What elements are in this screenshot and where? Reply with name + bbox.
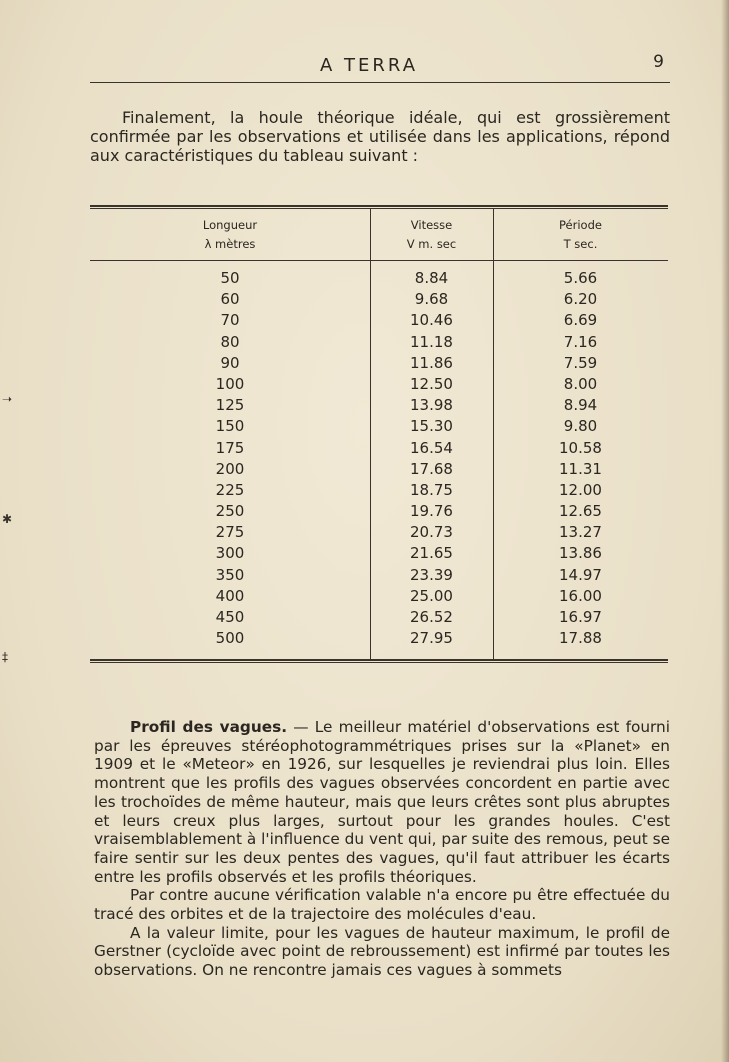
page-edge-shadow xyxy=(721,0,729,1062)
column-header-line: Vitesse xyxy=(410,218,453,232)
column-cells xyxy=(493,268,668,649)
table-cell: 6.69 xyxy=(563,311,598,330)
column-header-line: Période xyxy=(559,218,602,232)
column-header-line: T sec. xyxy=(563,237,598,251)
table-cell: 7.59 xyxy=(563,353,598,372)
table-cell: 8.00 xyxy=(563,374,598,393)
table-cell: 9.68 xyxy=(414,290,449,309)
table-cell: 11.86 xyxy=(410,353,453,372)
table-cell: 13.86 xyxy=(559,544,602,563)
table-cell: 175 xyxy=(215,438,245,457)
paragraph-text: Par contre aucune vérification valable n'a encore pu être effectuée du tracé des orbites et de la trajectoire des molécules d'eau. xyxy=(94,886,670,924)
table-cell: 23.39 xyxy=(410,565,453,584)
margin-mark: ‡ xyxy=(2,650,8,664)
column-header-line: Longueur xyxy=(202,218,258,232)
column-header-line: V m. sec xyxy=(406,237,457,251)
table-cell: 6.20 xyxy=(563,290,598,309)
table-cell: 26.52 xyxy=(410,608,453,626)
table-cell: 8.94 xyxy=(563,396,598,415)
column-periode xyxy=(493,200,668,668)
table-cell: 250 xyxy=(215,502,245,521)
table-cell: 17.88 xyxy=(559,629,602,648)
column-header xyxy=(90,216,370,254)
table-cell: 16.97 xyxy=(559,608,602,626)
paragraph-profil xyxy=(94,718,670,886)
table-cell: 8.84 xyxy=(414,269,449,287)
table-cell: 225 xyxy=(215,480,245,499)
table-cell: 10.58 xyxy=(559,438,602,457)
table-cell: 9.80 xyxy=(563,417,598,436)
intro-paragraph: Finalement, la houle théorique idéale, qui est grossièrement confirmée par les observations et utilisée dans les applications, répond aux caractéristiques du tableau suivant : xyxy=(90,108,670,165)
table-cell: 11.18 xyxy=(410,332,453,351)
table-cell: 275 xyxy=(215,523,245,542)
table-cell: 50 xyxy=(220,269,240,287)
section-label: Profil des vagues. xyxy=(130,718,288,736)
table-cell: 17.68 xyxy=(410,459,453,478)
table-cell: 12.65 xyxy=(559,502,602,521)
page-header xyxy=(90,52,670,83)
table-cell: 70 xyxy=(220,311,240,330)
table-cell: 14.97 xyxy=(559,565,602,584)
column-header xyxy=(370,216,493,254)
table-cell: 350 xyxy=(215,565,245,584)
table-cell: 200 xyxy=(215,459,245,478)
column-header-line: λ mètres xyxy=(204,237,256,251)
margin-mark: ✱ xyxy=(2,512,13,526)
table-cell: 21.65 xyxy=(410,544,453,563)
table-cell: 125 xyxy=(215,396,245,415)
table-cell: 7.16 xyxy=(563,332,598,351)
wave-table xyxy=(90,200,668,668)
column-header xyxy=(493,216,668,254)
table-cell: 450 xyxy=(215,608,245,626)
body-text xyxy=(94,718,670,980)
table-cell: 16.54 xyxy=(410,438,453,457)
column-vitesse xyxy=(370,200,493,668)
table-cell: 12.50 xyxy=(410,374,453,393)
table-cell: 150 xyxy=(215,417,245,436)
table-cell: 15.30 xyxy=(410,417,453,436)
table-cell: 5.66 xyxy=(563,269,598,287)
table-cell: 16.00 xyxy=(559,586,602,605)
table-cell: 11.31 xyxy=(559,459,602,478)
page-number: 9 xyxy=(653,52,664,72)
table-cell: 100 xyxy=(215,374,245,393)
table-cell: 19.76 xyxy=(410,502,453,521)
column-longueur xyxy=(90,200,370,668)
table-cell: 25.00 xyxy=(410,586,453,605)
paragraph-text: A la valeur limite, pour les vagues de hauteur maximum, le profil de Gerstner (cycloïde avec point de rebroussement) est infirmé par toutes les observations. On ne rencontre jamais ces vagues à sommets xyxy=(94,923,670,980)
table-cell: 27.95 xyxy=(410,629,453,648)
margin-mark: ➝ xyxy=(2,392,13,406)
table-cell: 400 xyxy=(215,586,245,605)
table-cell: 80 xyxy=(220,332,240,351)
table-cell: 13.98 xyxy=(410,396,453,415)
table-cell: 20.73 xyxy=(410,523,453,542)
paragraph-text: — Le meilleur matériel d'observations est fourni par les épreuves stéréophotogrammétriques prises sur la «Planet» en 1909 et le «Meteor» en 1926, sur lesquelles je reviendrai plus loin. Elles montrent que les profils des vagues observées concordent en partie avec les trochoïdes de même hauteur, mais que leurs crêtes sont plus abruptes et leurs creux plus larges, surtout pour les grandes houles. C'est vraisemblablement à l'influence du vent qui, par suite des remous, peut se faire sentir sur les deux pentes des vagues, qu'il faut attribuer les écarts entre les profils observés et les profils théoriques. xyxy=(94,718,670,886)
column-cells xyxy=(90,268,370,649)
table-cell: 18.75 xyxy=(410,480,453,499)
table-cell: 13.27 xyxy=(559,523,602,542)
table-cell: 300 xyxy=(215,544,245,563)
table-cell: 60 xyxy=(220,290,240,309)
table-cell: 10.46 xyxy=(410,311,453,330)
column-cells xyxy=(370,268,493,649)
table-cell: 90 xyxy=(220,353,240,372)
running-title: A TERRA xyxy=(320,55,419,76)
table-cell: 500 xyxy=(215,629,245,648)
table-cell: 12.00 xyxy=(559,480,602,499)
